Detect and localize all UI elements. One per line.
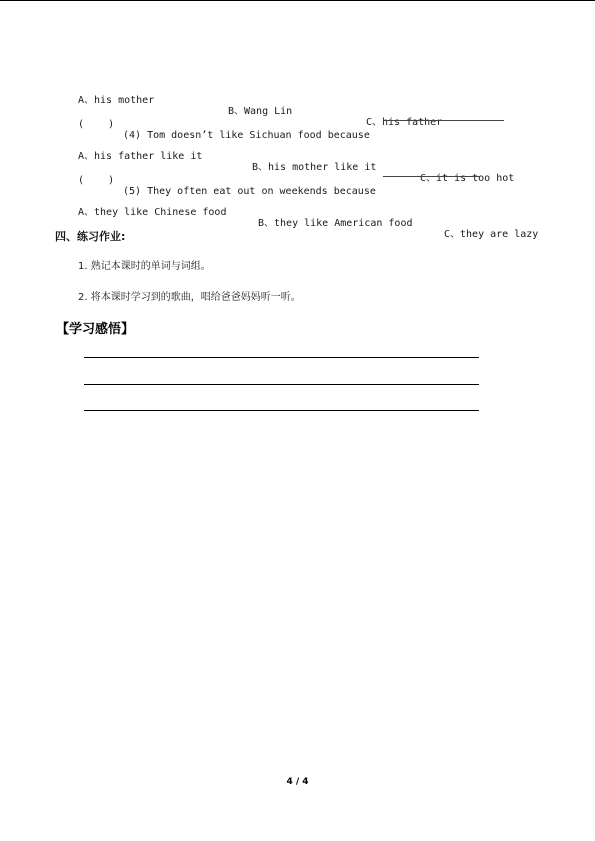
page-number: 4 / 4 (286, 777, 309, 787)
option-b: B、his mother like it (252, 162, 377, 173)
option-b: B、Wang Lin (228, 106, 293, 117)
homework-item: 2. 将本课时学习到的歌曲，唱给爸爸妈妈听一听。 (78, 292, 301, 303)
answer-paren: ( ) (78, 119, 115, 130)
top-border-line (0, 0, 595, 1)
option-b: B、they like American food (258, 218, 413, 229)
fill-in-blank[interactable] (383, 110, 504, 121)
question-text: (4) Tom doesn’t like Sichuan food because (123, 130, 370, 141)
question-text: (5) They often eat out on weekends because (123, 186, 376, 197)
writing-line[interactable] (84, 357, 479, 358)
homework-heading: 四、练习作业: (55, 230, 126, 243)
answer-paren: ( ) (78, 175, 115, 186)
option-a: A、his father like it (78, 151, 203, 162)
writing-line[interactable] (84, 384, 479, 385)
option-c: C、they are lazy (444, 229, 539, 240)
homework-item: 1. 熟记本课时的单词与词组。 (78, 261, 211, 272)
option-c: C、it is too hot (420, 173, 515, 184)
fill-in-blank[interactable] (383, 166, 480, 177)
option-a: A、his mother (78, 95, 155, 106)
reflection-title: 【学习感悟】 (56, 322, 135, 337)
option-a: A、they like Chinese food (78, 207, 227, 218)
writing-line[interactable] (84, 410, 479, 411)
option-c: C、his father (366, 117, 443, 128)
